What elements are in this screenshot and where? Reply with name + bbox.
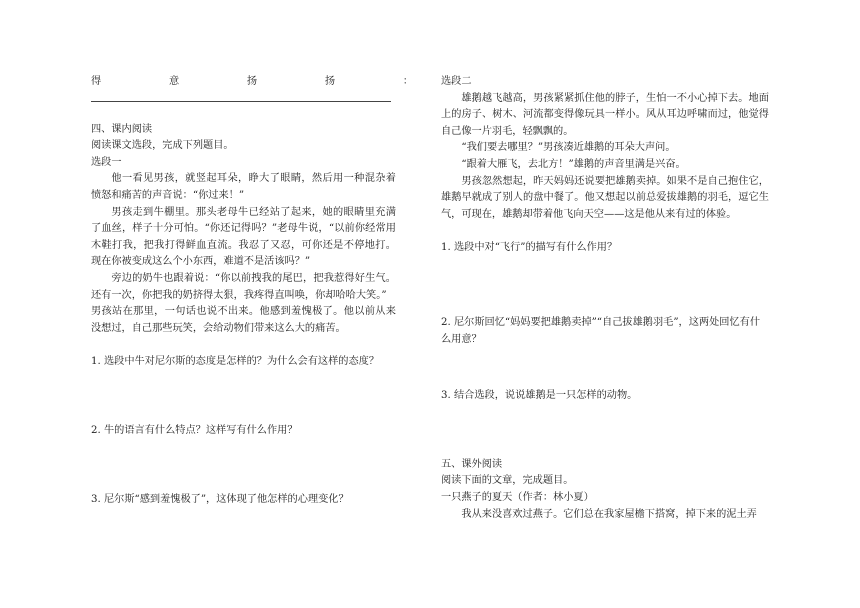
excerpt-paragraph: “跟着大雁飞，去北方！”雄鹅的声音里满是兴奋。 <box>461 158 686 170</box>
question: 3. 尼尔斯“感到羞愧极了”，这体现了他怎样的心理变化？ <box>91 493 349 505</box>
right-column <box>441 74 769 523</box>
excerpt-title: 选段二 <box>441 76 472 87</box>
vocab-char: 意 <box>168 76 180 87</box>
excerpt-paragraph: 雄鹅越飞越高，男孩紧紧抓住他的脖子，生怕一不小心掉下去。地面上的房子、树木、河流都变得像玩具一样小。风从耳边呼啸而过，他觉得自己像一片羽毛，轻飘飘的。 <box>441 92 769 137</box>
excerpt-paragraph: 男孩站在那里，一句话也说不出来。他感到羞愧极了。他以前从来没想过，自己那些玩笑，会给动物们带来这么大的痛苦。 <box>91 306 396 334</box>
question: 3. 结合选段，说说雄鹅是一只怎样的动物。 <box>441 390 638 402</box>
excerpt-paragraph: 旁边的奶牛也跟着说：“你以前拽我的尾巴，把我惹得好生气。还有一次，你把我的奶挤得太狠，我疼得直叫唤，你却哈哈大笑。” <box>91 272 396 301</box>
question: 1. 选段中对“飞行”的描写有什么作用？ <box>441 242 618 254</box>
excerpt-paragraph: “我们要去哪里？”男孩凑近雄鹅的耳朵大声问。 <box>461 142 676 154</box>
question: 1. 选段中牛对尼尔斯的态度是怎样的？为什么会有这样的态度？ <box>91 356 380 368</box>
vocab-char: 扬 <box>246 76 258 87</box>
section-title: 五、课外阅读 <box>441 458 503 470</box>
vocab-char: ： <box>402 76 413 87</box>
question: 2. 牛的语言有什么特点？这样写有什么作用？ <box>91 424 298 436</box>
excerpt-paragraph: 男孩忽然想起，昨天妈妈还说要把雄鹅卖掉。如果不是自己抱住它，雄鹅早就成了别人的盘中餐了。他又想起以前总爱拔雄鹅的羽毛，逗它生气，可现在，雄鹅却带着他飞向天空——这是他从来有过的体验。 <box>441 175 769 220</box>
left-column <box>91 74 413 508</box>
article-title: 一只燕子的夏天（作者：林小夏） <box>441 491 594 503</box>
excerpt-paragraph: 男孩走到牛棚里。那头老母牛已经站了起来，她的眼睛里充满了血丝，样子十分可怕。“你还记得吗？”老母牛说，“以前你经常用木鞋打我，把我打得鲜血直流。我忍了又忍，可你还是不停地打。现在你被变成这么个小东西，难道不是活该吗？” <box>91 206 396 268</box>
article-paragraph: 我从来没喜欢过燕子。它们总在我家屋檐下搭窝，掉下来的泥土弄 <box>461 508 757 520</box>
instruction: 阅读课文选段，完成下列题目。 <box>91 140 234 152</box>
vocab-line <box>91 74 413 91</box>
section-title: 四、课内阅读 <box>91 123 153 135</box>
excerpt-paragraph: 他一看见男孩，就竖起耳朵，睁大了眼睛，然后用一种混杂着愤怒和痛苦的声音说：“你过来！” <box>91 173 396 201</box>
instruction: 阅读下面的文章，完成题目。 <box>441 475 574 487</box>
vocab-char: 扬 <box>324 76 336 87</box>
answer-blank-line[interactable] <box>91 91 391 102</box>
question: 2. 尼尔斯回忆“妈妈要把雄鹅卖掉”“自己拔雄鹅羽毛”，这两处回忆有什么用意？ <box>441 316 761 345</box>
excerpt-title: 选段一 <box>91 156 122 168</box>
vocab-char: 得 <box>91 76 102 87</box>
